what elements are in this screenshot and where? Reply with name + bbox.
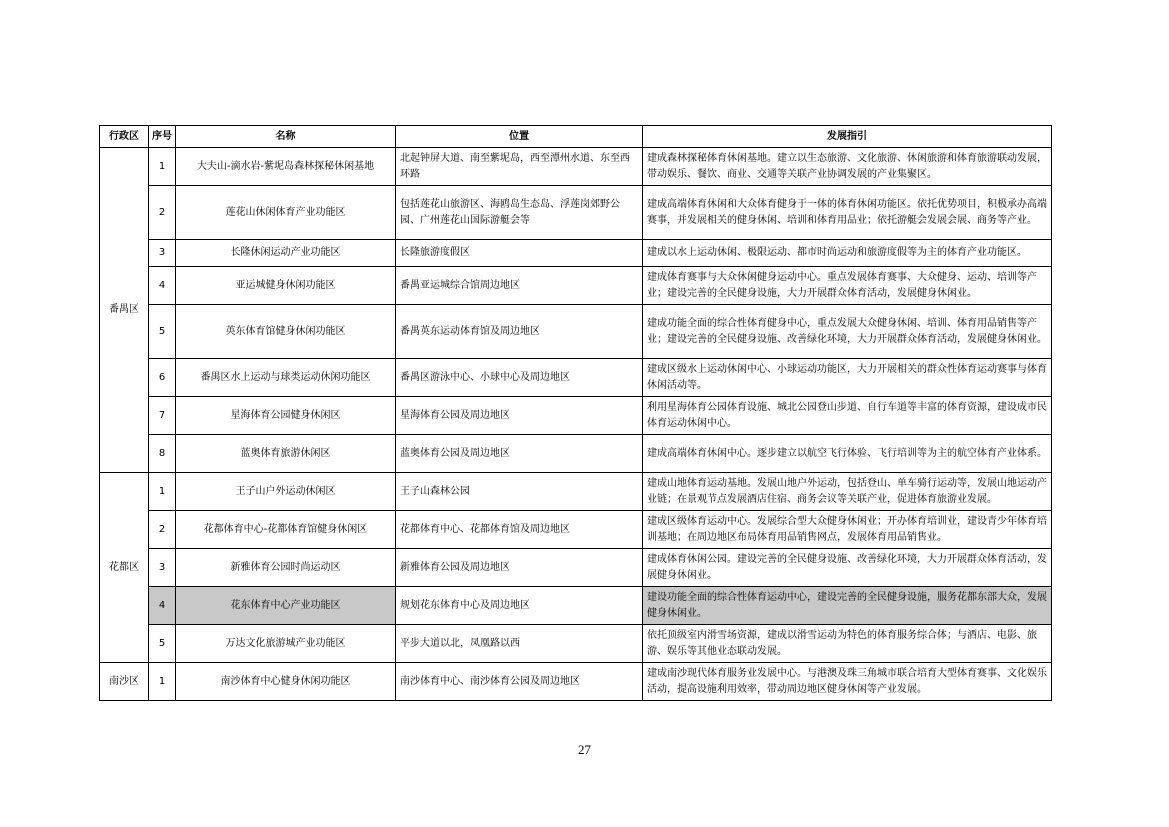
table-row [100, 148, 1052, 186]
row-number: 8 [149, 435, 176, 473]
row-name: 长隆休闲运动产业功能区 [176, 240, 396, 267]
row-number: 4 [149, 267, 176, 305]
row-guide: 利用星海体育公园体育设施、城北公园登山步道、自行车道等丰富的体育资源，建设成市民体育运动休闲中心。 [643, 397, 1052, 435]
district-cell: 番禺区 [100, 148, 149, 473]
district-cell: 花都区 [100, 473, 149, 663]
table-row [100, 305, 1052, 359]
table-row [100, 511, 1052, 549]
row-location: 长隆旅游度假区 [396, 240, 643, 267]
row-guide: 建成南沙现代体育服务业发展中心。与港澳及珠三角城市联合培育大型体育赛事、文化娱乐活动，提高设施利用效率，带动周边地区健身休闲等产业发展。 [643, 663, 1052, 701]
development-table [99, 125, 1052, 701]
row-location: 番禺亚运城综合馆周边地区 [396, 267, 643, 305]
row-name: 番禺区水上运动与球类运动休闲功能区 [176, 359, 396, 397]
row-name: 花东体育中心产业功能区 [176, 587, 396, 625]
row-number: 3 [149, 240, 176, 267]
row-name: 星海体育公园健身休闲区 [176, 397, 396, 435]
row-location: 番禺区游泳中心、小球中心及周边地区 [396, 359, 643, 397]
row-guide: 建成区级体育运动中心。发展综合型大众健身休闲业；开办体育培训业，建设青少年体育培训基地；在周边地区布局体育用品销售网点，发展体育用品销售业。 [643, 511, 1052, 549]
table-row [100, 267, 1052, 305]
row-location: 番禺英东运动体育馆及周边地区 [396, 305, 643, 359]
row-number: 3 [149, 549, 176, 587]
table-header-row [100, 126, 1052, 148]
table-row [100, 186, 1052, 240]
row-guide: 建设功能全面的综合性体育运动中心，建设完善的全民健身设施，服务花都东部大众，发展健身休闲业。 [643, 587, 1052, 625]
table-row-highlighted [100, 587, 1052, 625]
row-location: 蓝奥体育公园及周边地区 [396, 435, 643, 473]
table-row [100, 549, 1052, 587]
table-row [100, 625, 1052, 663]
row-location: 规划花东体育中心及周边地区 [396, 587, 643, 625]
row-guide: 建成森林探秘体育休闲基地。建立以生态旅游、文化旅游、休闲旅游和体育旅游联动发展，带动娱乐、餐饮、商业、交通等关联产业协调发展的产业集聚区。 [643, 148, 1052, 186]
row-guide: 建成功能全面的综合性体育健身中心，重点发展大众健身休闲、培训、体育用品销售等产业；建设完善的全民健身设施、改善绿化环境，大力开展群众体育活动，发展健身休闲业。 [643, 305, 1052, 359]
row-number: 7 [149, 397, 176, 435]
table-row [100, 240, 1052, 267]
row-number: 6 [149, 359, 176, 397]
row-name: 新雅体育公园时尚运动区 [176, 549, 396, 587]
row-name: 万达文化旅游城产业功能区 [176, 625, 396, 663]
row-name: 莲花山休闲体育产业功能区 [176, 186, 396, 240]
header-location: 位置 [396, 126, 643, 148]
row-number: 2 [149, 186, 176, 240]
row-name: 大夫山-滴水岩-紫坭岛森林探秘休闲基地 [176, 148, 396, 186]
row-guide: 建成体育赛事与大众休闲健身运动中心。重点发展体育赛事、大众健身、运动、培训等产业；建设完善的全民健身设施，大力开展群众体育活动，发展健身休闲业。 [643, 267, 1052, 305]
row-location: 南沙体育中心、南沙体育公园及周边地区 [396, 663, 643, 701]
row-number: 2 [149, 511, 176, 549]
row-number: 1 [149, 663, 176, 701]
table-row [100, 663, 1052, 701]
row-guide: 建成高端体育休闲和大众体育健身于一体的体育休闲功能区。依托优势项目，积极承办高端赛事，并发展相关的健身休闲、培训和体育用品业；依托游艇会发展会展、商务等产业。 [643, 186, 1052, 240]
row-number: 5 [149, 625, 176, 663]
page-number: 27 [578, 742, 591, 757]
row-location: 新雅体育公园及周边地区 [396, 549, 643, 587]
row-name: 亚运城健身休闲功能区 [176, 267, 396, 305]
header-number: 序号 [149, 126, 176, 148]
row-guide: 建成高端体育休闲中心。逐步建立以航空飞行体验、飞行培训等为主的航空体育产业体系。 [643, 435, 1052, 473]
row-location: 花都体育中心、花都体育馆及周边地区 [396, 511, 643, 549]
row-name: 蓝奥体育旅游休闲区 [176, 435, 396, 473]
row-number: 1 [149, 473, 176, 511]
row-location: 北起钟屏大道、南至紫坭岛，西至潭州水道、东至西环路 [396, 148, 643, 186]
row-number: 5 [149, 305, 176, 359]
row-location: 王子山森林公园 [396, 473, 643, 511]
row-guide: 建成山地体育运动基地。发展山地户外运动，包括登山、单车骑行运动等，发展山地运动产业链；在景观节点发展酒店住宿、商务会议等关联产业，促进体育旅游业发展。 [643, 473, 1052, 511]
row-location: 包括莲花山旅游区、海鸥岛生态岛、浮莲岗郊野公园、广州莲花山国际游艇会等 [396, 186, 643, 240]
table-row [100, 397, 1052, 435]
row-location: 星海体育公园及周边地区 [396, 397, 643, 435]
row-guide: 建成以水上运动休闲、极限运动、都市时尚运动和旅游度假等为主的体育产业功能区。 [643, 240, 1052, 267]
row-number: 1 [149, 148, 176, 186]
header-name: 名称 [176, 126, 396, 148]
row-name: 英东体育馆健身休闲功能区 [176, 305, 396, 359]
row-location: 平步大道以北，凤凰路以西 [396, 625, 643, 663]
row-number: 4 [149, 587, 176, 625]
header-guide: 发展指引 [643, 126, 1052, 148]
table-row [100, 359, 1052, 397]
row-guide: 依托顶级室内滑雪场资源，建成以滑雪运动为特色的体育服务综合体；与酒店、电影、旅游、娱乐等其他业态联动发展。 [643, 625, 1052, 663]
row-name: 南沙体育中心健身休闲功能区 [176, 663, 396, 701]
district-cell: 南沙区 [100, 663, 149, 701]
row-guide: 建成区级水上运动休闲中心、小球运动功能区，大力开展相关的群众性体育运动赛事与体育休闲活动等。 [643, 359, 1052, 397]
header-district: 行政区 [100, 126, 149, 148]
row-name: 王子山户外运动休闲区 [176, 473, 396, 511]
row-name: 花都体育中心-花都体育馆健身休闲区 [176, 511, 396, 549]
table-row [100, 435, 1052, 473]
table-row [100, 473, 1052, 511]
row-guide: 建成体育休闲公园。建设完善的全民健身设施、改善绿化环境，大力开展群众体育活动，发展健身休闲业。 [643, 549, 1052, 587]
